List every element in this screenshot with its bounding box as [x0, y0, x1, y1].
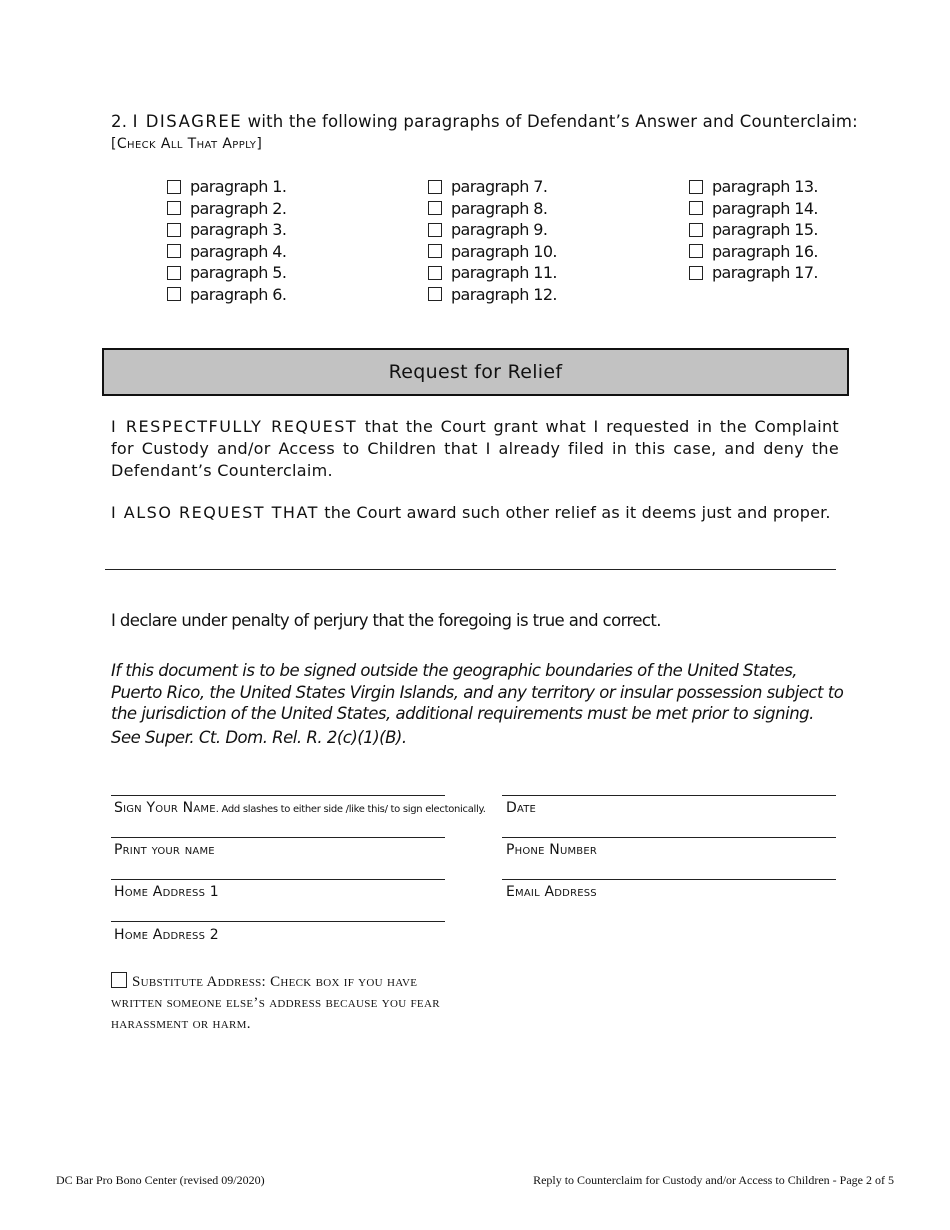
sign-electronic-note: . Add slashes to either side /like this/ to sign electonically. — [215, 804, 486, 815]
also-request-lead: I ALSO REQUEST THAT — [111, 503, 319, 522]
sign-name-text: Sign Your Name — [114, 800, 216, 816]
paragraph-option[interactable] — [689, 241, 818, 263]
paragraph-option[interactable] — [167, 241, 286, 263]
paragraph-option[interactable] — [167, 262, 286, 284]
home-address-2-line[interactable] — [111, 921, 445, 922]
checkbox[interactable] — [689, 266, 703, 280]
paragraph-label: paragraph 1. — [190, 177, 287, 197]
request-lead: I RESPECTFULLY REQUEST — [111, 417, 358, 436]
disagree-text: with the following paragraphs of Defendant’s Answer and Counterclaim: — [247, 112, 858, 131]
paragraph-option[interactable] — [689, 198, 818, 220]
checkbox[interactable] — [689, 244, 703, 258]
paragraph-column-1 — [167, 176, 286, 305]
paragraph-label: paragraph 5. — [190, 263, 287, 283]
substitute-address-text: Substitute Address: Check box if you have written someone else’s address because you fear harassment or harm. — [111, 974, 440, 1032]
section-divider — [105, 569, 836, 570]
paragraph-label: paragraph 9. — [451, 220, 548, 240]
sign-name-label — [114, 800, 486, 816]
checkbox[interactable] — [167, 201, 181, 215]
checkbox[interactable] — [428, 266, 442, 280]
checkbox[interactable] — [167, 244, 181, 258]
paragraph-label: paragraph 11. — [451, 263, 557, 283]
paragraph-label: paragraph 13. — [712, 177, 818, 197]
paragraph-option[interactable] — [428, 262, 557, 284]
checkbox[interactable] — [428, 287, 442, 301]
date-line[interactable] — [502, 795, 836, 796]
paragraph-column-3 — [689, 176, 818, 284]
disagree-lead: I DISAGREE — [132, 112, 243, 131]
perjury-declaration: I declare under penalty of perjury that the foregoing is true and correct. — [111, 611, 661, 630]
outside-us-text: If this document is to be signed outside the geographic boundaries of the United States, Puerto Rico, the United States Virgin Islands, and any territory or insular possession subject to the jurisdiction of the United States, additional requirements must be met prior to signing. — [111, 661, 844, 723]
paragraph-option[interactable] — [428, 219, 557, 241]
checkbox[interactable] — [167, 287, 181, 301]
checkbox[interactable] — [428, 244, 442, 258]
paragraph-option[interactable] — [167, 198, 286, 220]
phone-label: Phone Number — [506, 842, 598, 858]
phone-line[interactable] — [502, 837, 836, 838]
outside-us-notice — [111, 660, 846, 748]
paragraph-label: paragraph 17. — [712, 263, 818, 283]
paragraph-label: paragraph 12. — [451, 284, 557, 304]
paragraph-option[interactable] — [428, 284, 557, 306]
paragraph-label: paragraph 16. — [712, 241, 818, 261]
paragraph-label: paragraph 6. — [190, 284, 287, 304]
paragraph-option[interactable] — [689, 176, 818, 198]
checkbox[interactable] — [428, 201, 442, 215]
print-name-line[interactable] — [111, 837, 445, 838]
paragraph-column-2 — [428, 176, 557, 305]
paragraph-label: paragraph 4. — [190, 241, 287, 261]
relief-request-paragraph — [111, 416, 839, 482]
paragraph-option[interactable] — [689, 262, 818, 284]
footer-right: Reply to Counterclaim for Custody and/or Access to Children - Page 2 of 5 — [533, 1173, 894, 1187]
paragraph-option[interactable] — [428, 176, 557, 198]
paragraph-option[interactable] — [167, 176, 286, 198]
section-number: 2. — [111, 112, 128, 131]
checkbox[interactable] — [167, 180, 181, 194]
checkbox[interactable] — [428, 223, 442, 237]
signature-line[interactable] — [111, 795, 445, 796]
checkbox[interactable] — [167, 266, 181, 280]
also-request-text: the Court award such other relief as it deems just and proper. — [324, 503, 831, 522]
rule-citation: See Super. Ct. Dom. Rel. R. 2(c)(1)(B). — [111, 727, 407, 747]
relief-heading: Request for Relief — [388, 361, 563, 383]
paragraph-label: paragraph 2. — [190, 198, 287, 218]
paragraph-option[interactable] — [428, 198, 557, 220]
paragraph-label: paragraph 3. — [190, 220, 287, 240]
home-address-2-label: Home Address 2 — [114, 927, 219, 943]
email-label: Email Address — [506, 884, 597, 900]
checkbox[interactable] — [689, 201, 703, 215]
paragraph-option[interactable] — [689, 219, 818, 241]
footer-left: DC Bar Pro Bono Center (revised 09/2020) — [56, 1173, 265, 1187]
home-address-1-label: Home Address 1 — [114, 884, 219, 900]
request-text: that the Court grant what I requested in the Complaint for Custody and/or Access to Children that I already filed in this case, and deny the Defendant’s Counterclaim. — [111, 417, 839, 480]
print-name-label: Print your name — [114, 842, 215, 858]
paragraph-label: paragraph 7. — [451, 177, 548, 197]
checkbox[interactable] — [428, 180, 442, 194]
checkbox[interactable] — [689, 223, 703, 237]
paragraph-option[interactable] — [167, 284, 286, 306]
substitute-address-option — [111, 972, 441, 1035]
relief-section-header — [102, 348, 849, 396]
date-label: Date — [506, 800, 537, 816]
paragraph-label: paragraph 10. — [451, 241, 557, 261]
paragraph-label: paragraph 8. — [451, 198, 548, 218]
also-request-paragraph — [111, 502, 851, 524]
disagree-statement — [111, 112, 858, 131]
paragraph-option[interactable] — [428, 241, 557, 263]
checkbox[interactable] — [167, 223, 181, 237]
email-line[interactable] — [502, 879, 836, 880]
paragraph-label: paragraph 15. — [712, 220, 818, 240]
substitute-address-checkbox[interactable] — [111, 972, 127, 988]
home-address-1-line[interactable] — [111, 879, 445, 880]
paragraph-option[interactable] — [167, 219, 286, 241]
check-all-instruction: [Check All That Apply] — [111, 136, 263, 152]
paragraph-label: paragraph 14. — [712, 198, 818, 218]
checkbox[interactable] — [689, 180, 703, 194]
